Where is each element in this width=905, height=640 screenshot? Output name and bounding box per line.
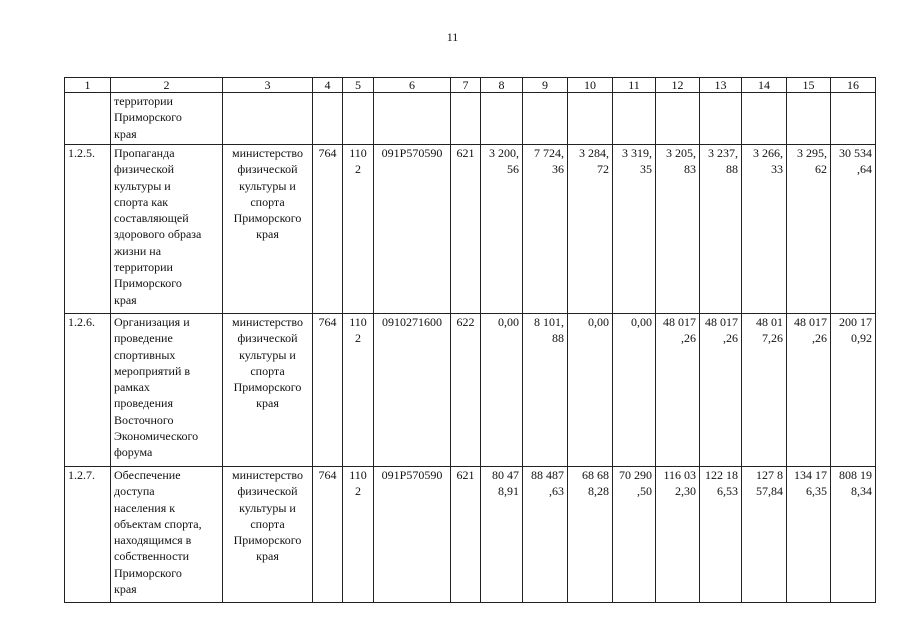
amount-cell: 68 68 8,28: [582, 468, 609, 499]
amount-cell: 48 017 ,26: [705, 315, 738, 346]
csr-code: 0910271600: [382, 315, 442, 329]
amount-cell: 7 724, 36: [534, 146, 564, 177]
header-row: [65, 78, 876, 93]
header-cell: 15: [787, 78, 831, 93]
amount-cell: 3 205, 83: [666, 146, 696, 177]
csr-code: 091P570590: [381, 468, 443, 482]
header-cell: 13: [700, 78, 742, 93]
header-cell: 16: [831, 78, 876, 93]
amount-cell: 48 01 7,26: [756, 315, 783, 346]
amount-cell: 48 017 ,26: [663, 315, 696, 346]
grbs-code: 764: [318, 146, 337, 160]
rzpr-code: 110 2: [349, 146, 367, 177]
amount-cell: 0,00: [631, 315, 652, 329]
header-cell: 1: [65, 78, 111, 93]
measure-name: территории Приморского края: [114, 94, 182, 141]
budget-table: [64, 77, 876, 603]
header-cell: 2: [111, 78, 223, 93]
vr-code: 621: [456, 146, 475, 160]
grbs-code: 764: [318, 315, 337, 329]
amount-cell: 3 200, 56: [489, 146, 519, 177]
header-cell: 7: [451, 78, 481, 93]
executor: министерство физической культуры и спорта Приморского края: [232, 315, 303, 411]
total-cell: 808 19 8,34: [839, 468, 872, 499]
amount-cell: 3 319, 35: [622, 146, 652, 177]
amount-cell: 80 47 8,91: [492, 468, 519, 499]
csr-code: 091P570590: [381, 146, 443, 160]
amount-cell: 3 266, 33: [753, 146, 783, 177]
header-cell: 6: [374, 78, 451, 93]
amount-cell: 116 03 2,30: [663, 468, 696, 499]
amount-cell: 3 284, 72: [579, 146, 609, 177]
amount-cell: 127 8 57,84: [756, 468, 783, 499]
header-cell: 12: [656, 78, 700, 93]
table-row: [65, 93, 876, 145]
rzpr-code: 110 2: [349, 315, 367, 346]
amount-cell: 70 290 ,50: [619, 468, 652, 499]
rzpr-code: 110 2: [349, 468, 367, 499]
amount-cell: 122 18 6,53: [705, 468, 738, 499]
amount-cell: 88 487 ,63: [531, 468, 564, 499]
amount-cell: 3 295, 62: [797, 146, 827, 177]
table-row: [65, 467, 876, 603]
total-cell: 200 17 0,92: [839, 315, 872, 346]
amount-cell: 0,00: [588, 315, 609, 329]
header-cell: 8: [481, 78, 523, 93]
total-cell: 30 534 ,64: [839, 146, 872, 177]
header-cell: 11: [613, 78, 656, 93]
page-number: 11: [446, 30, 459, 44]
executor: министерство физической культуры и спорта Приморского края: [232, 146, 303, 242]
header-cell: 5: [343, 78, 374, 93]
amount-cell: 134 17 6,35: [794, 468, 827, 499]
grbs-code: 764: [318, 468, 337, 482]
amount-cell: 48 017 ,26: [794, 315, 827, 346]
row-number: 1.2.7.: [68, 468, 95, 482]
table-row: [65, 145, 876, 314]
header-cell: 9: [523, 78, 568, 93]
amount-cell: 8 101, 88: [534, 315, 564, 346]
table-row: [65, 314, 876, 467]
row-number: 1.2.6.: [68, 315, 95, 329]
amount-cell: 0,00: [498, 315, 519, 329]
header-cell: 3: [223, 78, 313, 93]
measure-name: Пропаганда физической культуры и спорта как составляющей здорового образа жизни на территории Приморского края: [114, 146, 202, 307]
vr-code: 621: [456, 468, 475, 482]
header-cell: 14: [742, 78, 787, 93]
executor: министерство физической культуры и спорта Приморского края: [232, 468, 303, 564]
header-cell: 4: [313, 78, 343, 93]
amount-cell: 3 237, 88: [708, 146, 738, 177]
row-number: 1.2.5.: [68, 146, 95, 160]
header-cell: 10: [568, 78, 613, 93]
vr-code: 622: [456, 315, 475, 329]
measure-name: Обеспечение доступа населения к объектам спорта, находящимся в собственности Приморского края: [114, 468, 202, 597]
measure-name: Организация и проведение спортивных мероприятий в рамках проведения Восточного Экономического форума: [114, 315, 199, 460]
